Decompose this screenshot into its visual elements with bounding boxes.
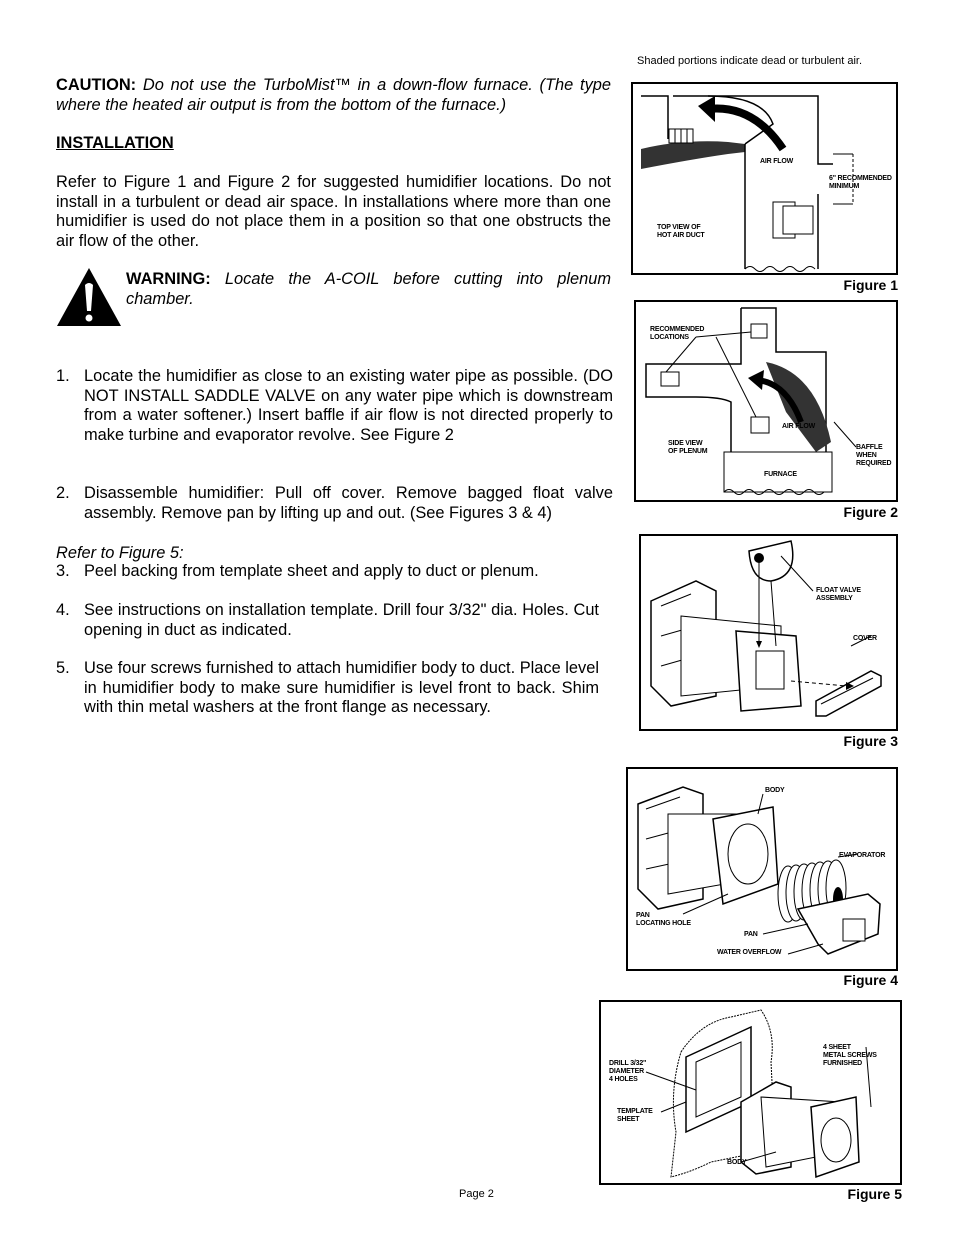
page-number: Page 2	[459, 1188, 494, 1200]
figure-5-caption: Figure 5	[847, 1186, 902, 1202]
label-line: HOT AIR DUCT	[657, 232, 705, 239]
label-line: DIAMETER	[609, 1068, 644, 1075]
figure-2-caption: Figure 2	[843, 504, 898, 520]
fig2-side-view-label	[668, 440, 707, 456]
fig2-baffle-label	[856, 444, 891, 468]
figure-4-body-evaporator-pan	[626, 767, 898, 971]
step-1	[56, 367, 613, 445]
step-5	[56, 659, 599, 718]
step-number: 1.	[56, 367, 70, 385]
label-line: FLOAT VALVE	[816, 587, 861, 594]
label-line: MINIMUM	[829, 183, 860, 190]
label-line: WHEN	[856, 452, 877, 459]
warning-label: WARNING:	[126, 270, 211, 288]
step-text: Use four screws furnished to attach humidifier body to duct. Place level in humidifier body to make sure humidifier is level front to back. Shim with thin metal washers at the front flange as necessary.	[84, 659, 599, 717]
fig4-pan-locating-hole-label	[636, 912, 691, 928]
fig2-recommended-locations-label	[650, 326, 704, 342]
label-line: RECOMMENDED	[650, 326, 705, 333]
step-4	[56, 601, 599, 640]
step-2	[56, 484, 613, 523]
fig3-float-valve-label	[816, 587, 861, 603]
label-line: METAL SCREWS	[823, 1052, 877, 1059]
caution-label: CAUTION:	[56, 76, 137, 94]
label-line: BAFFLE	[856, 444, 883, 451]
step-number: 2.	[56, 484, 70, 502]
warning-triangle-icon	[56, 267, 122, 327]
step-text: Locate the humidifier as close to an existing water pipe as possible. (DO NOT INSTALL SADDLE VALVE on any water pipe which is downstream from a water softener.) Insert baffle if air flow is not directed properly to make turbine and evaporator revolve. See Figure 2	[84, 367, 613, 444]
fig3-cover-label: COVER	[853, 635, 877, 642]
step-number: 5.	[56, 659, 70, 677]
fig5-screws-label	[823, 1044, 877, 1068]
fig5-drill-holes-label	[609, 1060, 646, 1084]
fig1-top-view-label	[657, 224, 705, 240]
label-line: DRILL 3/32"	[609, 1060, 647, 1067]
refer-figure-5: Refer to Figure 5:	[56, 544, 184, 562]
fig2-air-flow-label: AIR FLOW	[782, 423, 816, 430]
fig4-body-label: BODY	[765, 787, 785, 794]
figure-1-caption: Figure 1	[843, 277, 898, 293]
fig4-evaporator-label: EVAPORATOR	[839, 852, 886, 859]
figure-3-float-valve-cover	[639, 534, 898, 731]
fig1-recommended-minimum-label	[829, 175, 892, 191]
fig4-water-overflow-label: WATER OVERFLOW	[717, 949, 782, 956]
fig5-body-label: BODY	[727, 1159, 747, 1166]
label-line: SIDE VIEW	[668, 440, 703, 447]
step-text: Peel backing from template sheet and apply to duct or plenum.	[84, 562, 539, 580]
label-line: 4 SHEET	[823, 1044, 851, 1051]
caution-text: Do not use the TurboMist™ in a down-flow furnace. (The type where the heated air output is from the bottom of the furnace.)	[56, 76, 611, 114]
label-line: FURNISHED	[823, 1060, 863, 1067]
label-line: REQUIRED	[856, 460, 892, 467]
label-line: 6" RECOMMENDED	[829, 175, 892, 182]
label-line: PAN	[636, 912, 650, 919]
intro-paragraph: Refer to Figure 1 and Figure 2 for suggested humidifier locations. Do not install in a turbulent or dead air space. In installations where more than one humidifier is used do not place them in a position so that one obstructs the air flow of the other.	[56, 173, 611, 250]
step-text: Disassemble humidifier: Pull off cover. Remove bagged float valve assembly. Remove pan by lifting up and out. (See Figures 3 & 4)	[84, 484, 613, 522]
figure-2-side-view-plenum	[634, 300, 898, 502]
fig2-furnace-label: FURNACE	[764, 471, 797, 478]
step-number: 3.	[56, 562, 70, 580]
label-line: SHEET	[617, 1116, 640, 1123]
step-text: See instructions on installation template. Drill four 3/32" dia. Holes. Cut opening in duct as indicated.	[84, 601, 599, 639]
label-line: LOCATING HOLE	[636, 920, 691, 927]
fig4-pan-label: PAN	[744, 931, 758, 938]
label-line: ASSEMBLY	[816, 595, 853, 602]
caution-paragraph	[56, 76, 611, 115]
label-line: LOCATIONS	[650, 334, 689, 341]
figure-1-top-view-duct	[631, 82, 898, 275]
warning-text: Locate the A-COIL before cutting into plenum chamber.	[126, 270, 611, 308]
warning-paragraph	[126, 270, 611, 309]
figure-4-caption: Figure 4	[843, 972, 898, 988]
fig1-air-flow-label: AIR FLOW	[760, 158, 794, 165]
step-number: 4.	[56, 601, 70, 619]
label-line: TOP VIEW OF	[657, 224, 701, 231]
label-line: 4 HOLES	[609, 1076, 638, 1083]
installation-heading: INSTALLATION	[56, 134, 174, 152]
label-line: TEMPLATE	[617, 1108, 653, 1115]
figure-5-template-mounting	[599, 1000, 902, 1185]
figure-3-caption: Figure 3	[843, 733, 898, 749]
label-line: OF PLENUM	[668, 448, 708, 455]
shaded-portions-note: Shaded portions indicate dead or turbulent air.	[637, 55, 863, 67]
fig5-template-sheet-label	[617, 1108, 653, 1124]
step-3	[56, 562, 613, 582]
